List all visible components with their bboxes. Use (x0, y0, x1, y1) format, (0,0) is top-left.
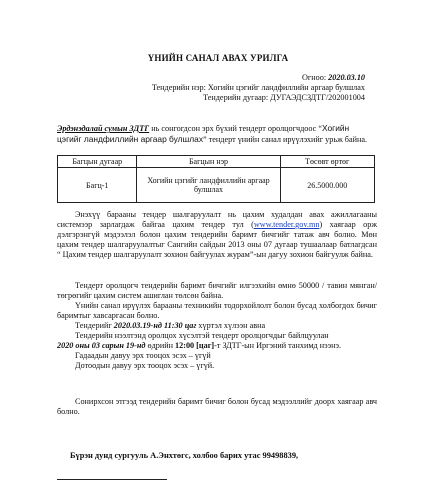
opening-line-1: Тендерийн нээлтэнд оролцох хүсэлтэй тендерт оролцогчдыг байлцуулан (75, 331, 329, 340)
foreign-preference-line: Гадаадын давуу эрх тооцох эсэх – үгүй (75, 351, 211, 360)
tender-name-line: Тендерийн нэр: Хогийн цэгийг ландфиллийн аргаар булшлах (151, 83, 365, 92)
opening-time: 12:00 [цаг] (175, 341, 215, 350)
cell-lot-number: Багц-1 (58, 168, 137, 203)
table-row (58, 168, 375, 203)
paragraph-electronic-tender (57, 210, 377, 260)
intro-text-2: ” тендерт үнийн санал ирүүлэхийг урьж байна. (203, 135, 368, 144)
tender-number-line: Тендерийн дугаар: ДУГАЭДСЗДТГ/202001004 (203, 93, 365, 102)
header-budget: Төсөвт өртөг (280, 156, 374, 168)
paragraph-contact-info: Сонирхсон этгээд тендерийн баримт бичиг болон бусад мэдээллийг доорх хаягаар авч болно. (57, 397, 377, 416)
deadline-pre: Тендерийг (75, 321, 114, 330)
header-lot-name: Багцын нэр (137, 156, 280, 168)
domestic-preference-line: Дотоодын давуу эрх тооцох эсэх – үгүй. (75, 361, 215, 370)
date-value: 2020.03.10 (328, 73, 365, 82)
opening-post: -т ЗДТГ-ын Иргэний танхимд нээнэ. (214, 341, 342, 350)
para1-text-b: ) хаягаар орж дэлгэрэнгүй мэдээлэл болон цахим тендерийн баримт бичгийг татаж авч болно. Мөн цахим тендер шалгаруулалтыг Сангийн сайдын 2013 оны 07 дугаар тушаалаар батлагдсан “ Цахим тендер шалгаруулалт зохион байгуулах журам”-ын дагуу зохион байгуулж байна. (57, 220, 377, 259)
opening-date: 2020 оны 03 сарын 19-нд (57, 341, 146, 350)
opening-line-2 (57, 341, 341, 350)
cell-budget: 26.5000.000 (280, 168, 374, 203)
deadline-value: 2020.03.19-нд 11:30 цаг (113, 321, 197, 330)
date-label: Огноо: (301, 73, 329, 82)
para1-text-a: Энэхүү барааны тендер шалгаруулалт нь цахим худалдан авах ажиллагааны системээр зарлагдаж байгаа цахим тендер тул ( (57, 210, 377, 229)
intro-text-1: нь сонгогдсон эрх бүхий тендерт оролцогчдоос “ (149, 124, 322, 133)
bid-table-header-row (58, 156, 375, 168)
bid-table (57, 155, 375, 203)
project-name: Хогийн цэгийг ландфиллийн аргаар булшлах (57, 123, 350, 144)
date-line (302, 73, 365, 82)
tender-website-link[interactable]: www.tender.gov.mn (253, 220, 320, 229)
document-title: ҮНИЙН САНАЛ АВАХ УРИЛГА (147, 53, 289, 63)
intro-paragraph (57, 123, 372, 145)
paragraph-attachments: Үнийн санал ирүүлэх барааны техникийн тодорхойлолт болон бусад холбогдох бичиг баримтыг хавсаргасан болно. (57, 301, 377, 320)
deadline-post: хүртэл хүлээн авна (196, 321, 266, 330)
paragraph-fee: Тендерт оролцогч тендерийн баримт бичгийг илгээхийн өмнө 50000 / тавин мянган/ төгрөгийг цахим систем ашиглан төлсөн байна. (57, 281, 377, 300)
contact-footer: Бүрэн дунд сургууль А.Энхтөгс, холбоо барих утас 99498839, (70, 451, 299, 460)
opening-mid: өдрийн (145, 341, 176, 350)
footnote-divider (57, 479, 167, 480)
cell-lot-name: Хогийн цэгийг ландфиллийн аргаар булшлах (137, 168, 280, 203)
deadline-line (75, 321, 265, 330)
header-lot-number: Багцын дугаар (58, 156, 137, 168)
organization-name: Эрдэнэдалай сумын ЗДТГ (57, 124, 150, 133)
